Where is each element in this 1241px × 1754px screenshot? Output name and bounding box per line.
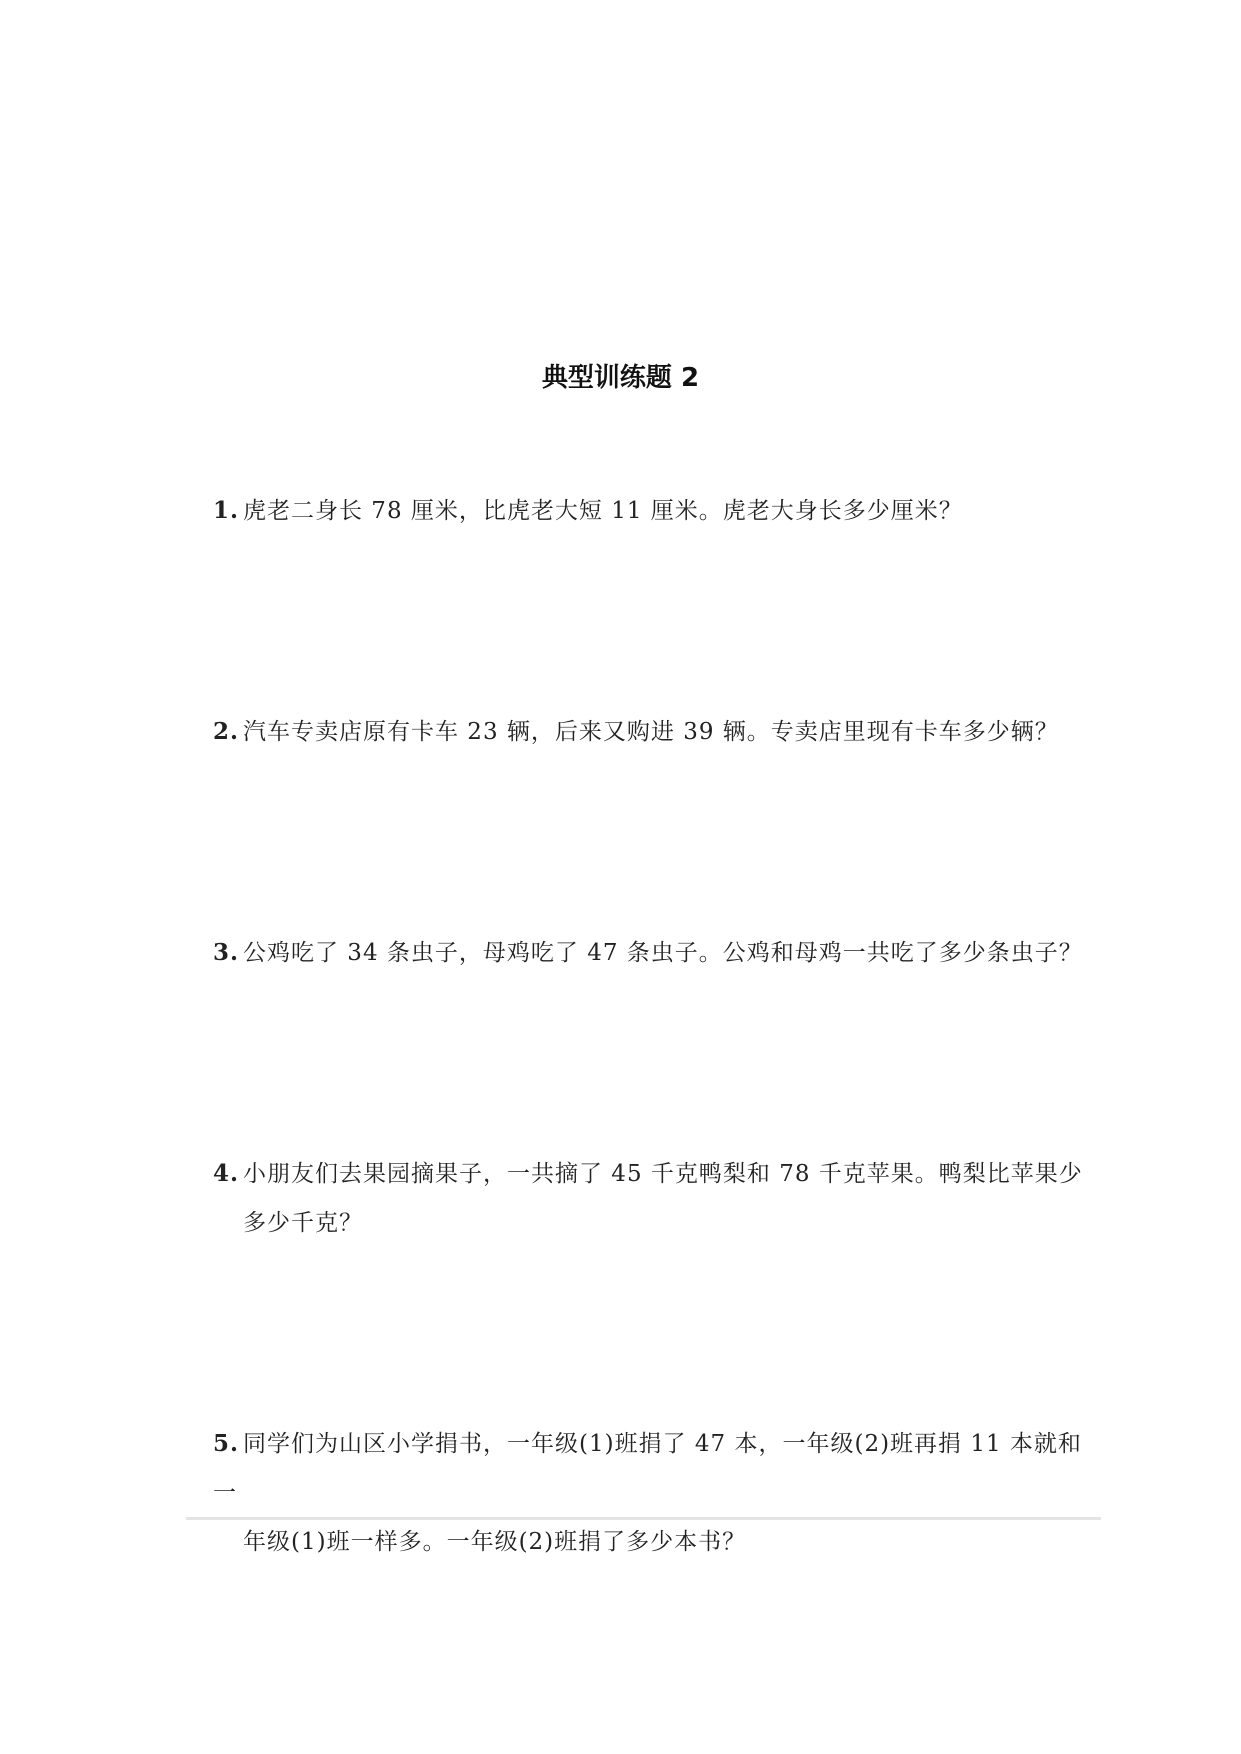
question-3 — [213, 928, 1093, 978]
question-number: 4. — [213, 1160, 240, 1187]
question-4 — [213, 1149, 1093, 1248]
question-number: 1. — [213, 497, 240, 524]
question-text: 公鸡吃了 34 条虫子，母鸡吃了 47 条虫子。公鸡和母鸡一共吃了多少条虫子？ — [243, 940, 1083, 966]
question-text-line-2: 年级(1)班一样多。一年级(2)班捐了多少本书？ — [243, 1529, 747, 1555]
question-text: 虎老二身长 78 厘米，比虎老大短 11 厘米。虎老大身长多少厘米？ — [243, 498, 963, 524]
page-title: 典型训练题 2 — [541, 363, 700, 393]
question-text-line-1: 小朋友们去果园摘果子，一共摘了 45 千克鸭梨和 78 千克苹果。鸭梨比苹果少 — [243, 1161, 1083, 1187]
question-text-line-1: 同学们为山区小学捐书，一年级(1)班捐了 47 本，一年级(2)班再捐 11 本就和一 — [213, 1431, 1082, 1506]
question-2 — [213, 707, 1093, 757]
question-text: 汽车专卖店原有卡车 23 辆，后来又购进 39 辆。专卖店里现有卡车多少辆？ — [243, 719, 1059, 745]
bottom-divider — [186, 1517, 1101, 1520]
question-number: 3. — [213, 939, 240, 966]
question-text-line-2: 多少千克？ — [243, 1210, 363, 1236]
question-number: 2. — [213, 718, 240, 745]
question-number: 5. — [213, 1430, 240, 1457]
question-5 — [213, 1419, 1093, 1567]
question-1 — [213, 486, 1093, 536]
